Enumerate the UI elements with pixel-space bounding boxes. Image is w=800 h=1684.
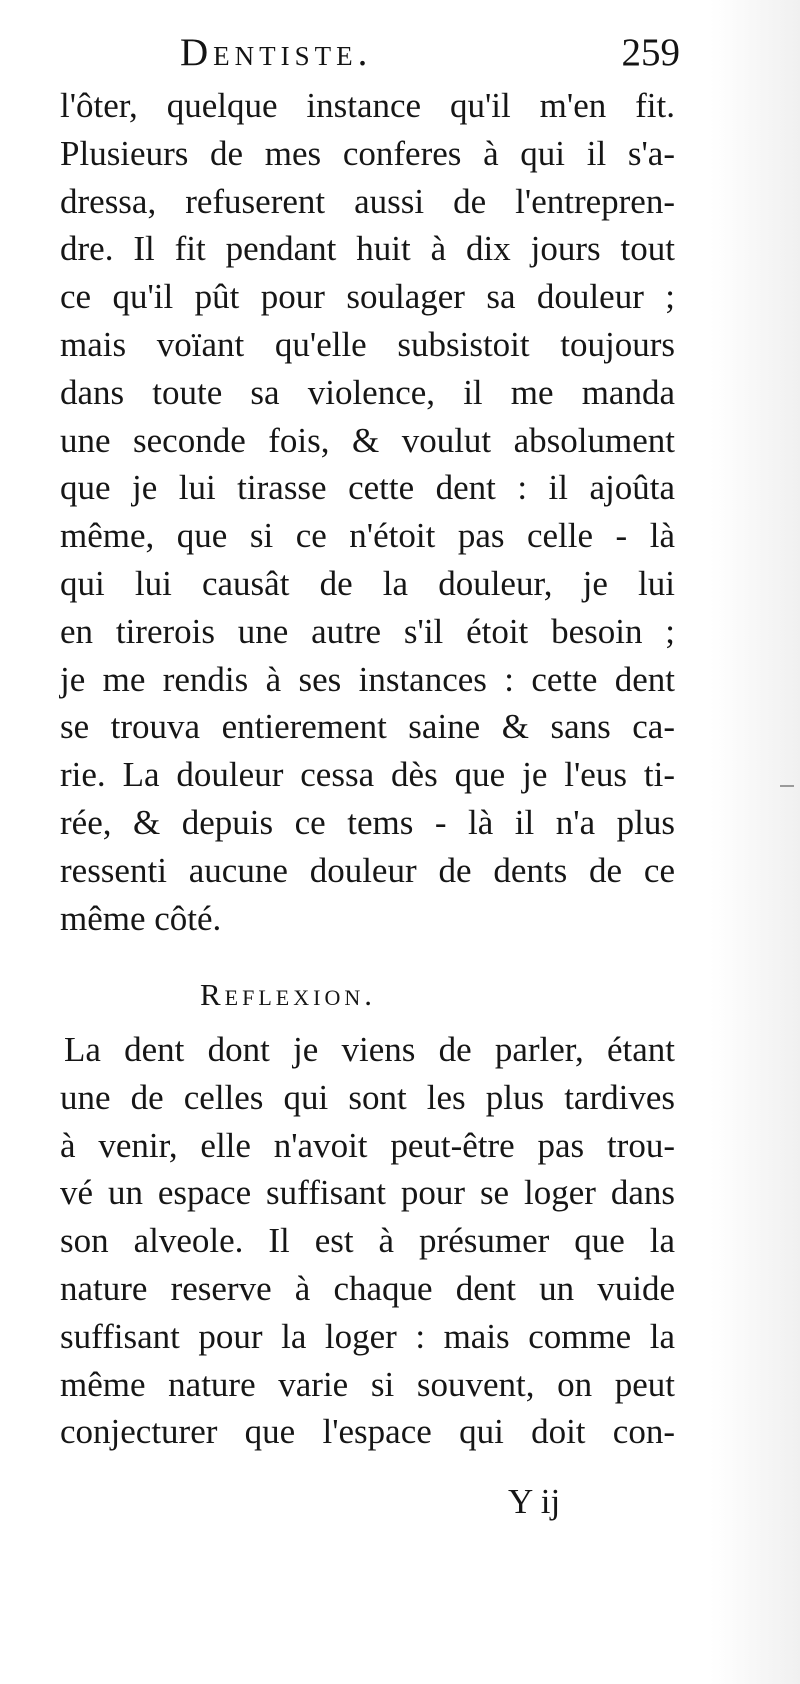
text-line: qui lui causât de la douleur, je lui xyxy=(60,563,675,603)
text-line: son alveole. Il est à présumer que la xyxy=(60,1221,675,1261)
text-line: ce qu'il pût pour soulager sa douleur ; xyxy=(60,277,675,317)
text-line: ressenti aucune douleur de dents de ce xyxy=(60,850,675,890)
page-edge-mark xyxy=(780,785,794,787)
reflexion-text xyxy=(60,1026,675,1456)
text-line: rée, & depuis ce tems - là il n'a plus xyxy=(60,802,675,842)
text-line: même nature varie si souvent, on peut xyxy=(60,1364,675,1404)
page-header xyxy=(180,30,680,80)
body-text xyxy=(60,82,675,942)
text-line: conjecturer que l'espace qui doit con- xyxy=(60,1412,675,1452)
running-head: Dentiste. xyxy=(180,31,373,74)
text-line: l'ôter, quelque instance qu'il m'en fit. xyxy=(60,86,675,125)
text-line: une seconde fois, & voulut absolument xyxy=(60,420,675,460)
text-line: dressa, refuserent aussi de l'entrepren- xyxy=(60,181,675,221)
text-line: Plusieurs de mes conferes à qui il s'a- xyxy=(60,133,675,173)
text-line: se trouva entierement saine & sans ca- xyxy=(60,707,675,747)
text-line: en tirerois une autre s'il étoit besoin ; xyxy=(60,611,675,651)
signature-mark: Y ij xyxy=(508,1482,561,1521)
text-line: rie. La douleur cessa dès que je l'eus ti- xyxy=(60,755,675,795)
text-line: à venir, elle n'avoit peut-être pas trou- xyxy=(60,1125,675,1165)
section-heading: Reflexion. xyxy=(200,977,376,1012)
text-line: même côté. xyxy=(60,898,222,938)
text-line: même, que si ce n'étoit pas celle - là xyxy=(60,516,675,556)
text-line: nature reserve à chaque dent un vuide xyxy=(60,1268,675,1308)
text-line: suffisant pour la loger : mais comme la xyxy=(60,1316,675,1356)
text-line: une de celles qui sont les plus tardives xyxy=(60,1077,675,1117)
text-line: je me rendis à ses instances : cette dent xyxy=(60,659,675,699)
page-edge-shading xyxy=(710,0,800,1684)
text-line: dre. Il fit pendant huit à dix jours tout xyxy=(60,229,675,269)
text-line: mais voïant qu'elle subsistoit toujours xyxy=(60,324,675,364)
text-line: La dent dont je viens de parler, étant xyxy=(64,1030,675,1069)
text-line: que je lui tirasse cette dent : il ajoûta xyxy=(60,468,675,508)
text-line: dans toute sa violence, il me manda xyxy=(60,372,675,412)
text-line: vé un espace suffisant pour se loger dans xyxy=(60,1173,675,1213)
page-number: 259 xyxy=(621,31,680,74)
